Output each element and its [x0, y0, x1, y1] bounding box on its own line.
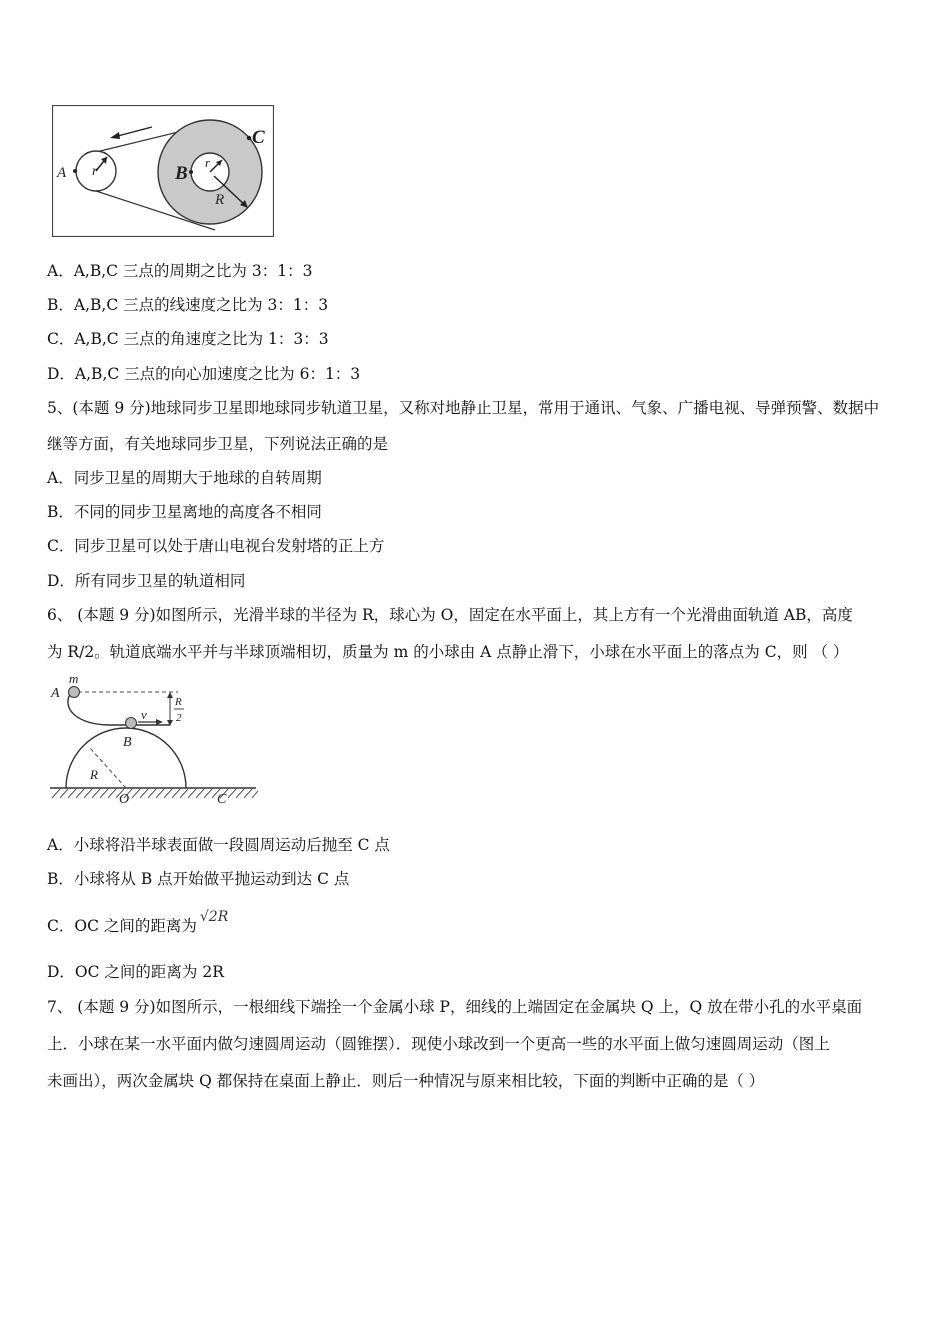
q6-stem-line1: 6、 (本题 9 分)如图所示，光滑半球的半径为 R，球心为 O，固定在水平面上，其上方有一个光滑曲面轨道 AB，高度	[47, 606, 853, 624]
hemisphere-diagram	[48, 672, 260, 808]
label-b: B	[123, 735, 132, 750]
q5-option-b: B．不同的同步卫星离地的高度各不相同	[47, 503, 322, 521]
q5-option-c: C．同步卫星可以处于唐山电视台发射塔的正上方	[47, 537, 385, 555]
label-r-den: 2	[176, 712, 182, 724]
q5-stem-line2: 继等方面，有关地球同步卫星，下列说法正确的是	[47, 435, 389, 453]
ball-at-b	[126, 718, 137, 729]
q6-option-a: A．小球将沿半球表面做一段圆周运动后抛至 C 点	[47, 836, 390, 854]
q4-option-a: A．A,B,C 三点的周期之比为 3：1：3	[47, 262, 313, 280]
ground-hatch	[52, 789, 258, 798]
label-c: C	[252, 127, 265, 148]
q4-option-b: B．A,B,C 三点的线速度之比为 3：1：3	[47, 296, 329, 314]
label-r-num: R	[175, 696, 182, 708]
q5-option-a: A．同步卫星的周期大于地球的自转周期	[47, 469, 322, 487]
pulley-figure	[52, 105, 274, 237]
point-a	[73, 169, 77, 173]
q6-option-c-text: C．OC 之间的距离为	[47, 917, 197, 935]
label-c: C	[217, 792, 227, 807]
label-b: B	[175, 163, 188, 184]
point-c	[247, 136, 251, 140]
label-R: R	[90, 767, 98, 782]
label-m: m	[69, 672, 79, 686]
q7-stem-line3: 未画出），两次金属块 Q 都保持在桌面上静止．则后一种情况与原来相比较，下面的判断中正确的是（ ）	[47, 1072, 765, 1090]
label-a: A	[51, 686, 60, 701]
q4-option-d: D．A,B,C 三点的向心加速度之比为 6：1：3	[47, 365, 361, 383]
point-b	[189, 170, 193, 174]
q6-option-c	[47, 909, 229, 937]
hemisphere-figure	[48, 672, 260, 808]
label-r-inner: r	[205, 155, 211, 170]
q6-option-b: B．小球将从 B 点开始做平抛运动到达 C 点	[47, 870, 350, 888]
curved-track	[68, 694, 170, 725]
q7-stem-line1: 7、 (本题 9 分)如图所示，一根细线下端拴一个金属小球 P，细线的上端固定在金属块 Q 上，Q 放在带小孔的水平桌面	[47, 998, 863, 1016]
q5-stem-line1: 5、(本题 9 分)地球同步卫星即地球同步轨道卫星，又称对地静止卫星，常用于通讯、气象、广播电视、导弹预警、数据中	[47, 399, 880, 417]
q7-stem-line2: 上．小球在某一水平面内做匀速圆周运动（圆锥摆）．现使小球改到一个更高一些的水平面上做匀速圆周运动（图上	[47, 1035, 830, 1053]
ball-at-a	[69, 687, 80, 698]
q6-option-d: D．OC 之间的距离为 2R	[47, 963, 224, 981]
q6-option-c-math: √2R	[199, 909, 229, 925]
label-o: O	[119, 792, 130, 807]
label-R: R	[215, 192, 225, 208]
label-r-small: r	[92, 164, 98, 179]
q6-stem-line2: 为 R/2。轨道底端水平并与半球顶端相切，质量为 m 的小球由 A 点静止滑下，小球在水平面上的落点为 C，则 （ ）	[47, 643, 849, 661]
label-a: A	[57, 165, 67, 181]
pulley-diagram	[52, 105, 274, 237]
label-v: v	[141, 707, 147, 722]
q4-option-c: C．A,B,C 三点的角速度之比为 1：3：3	[47, 330, 329, 348]
q5-option-d: D．所有同步卫星的轨道相同	[47, 572, 246, 590]
